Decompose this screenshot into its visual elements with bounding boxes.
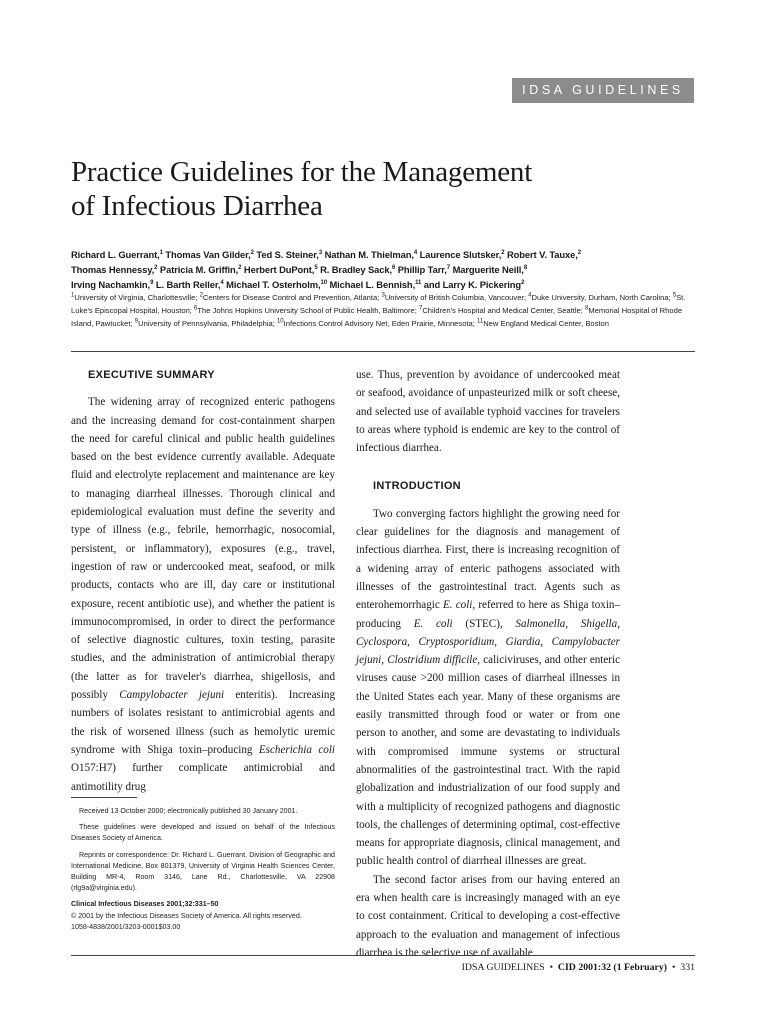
author-affiliation-marker: 4 — [413, 249, 418, 256]
left-column — [71, 366, 335, 796]
affiliation-text: Duke University, Durham, North Carolina; — [531, 293, 673, 302]
author-affiliation-marker: 3 — [318, 249, 323, 256]
intro-text-a: Two converging factors highlight the growing need for clear guidelines for the diagnosis and management of infectious diarrhea. First, there is increasing recognition of a widening array of enteric pathogens associated with illnesses of the gastrointestinal tract. Agents such as enterohemorrhagic — [356, 507, 620, 612]
footer-citation: CID 2001:32 (1 February) — [557, 962, 668, 973]
author-name: and Larry K. Pickering — [423, 279, 522, 291]
intro-text-c: (STEC), — [452, 617, 516, 630]
pathogen-name-campylobacter: Campylobacter jejuni — [119, 689, 225, 702]
author-name: L. Barth Reller, — [155, 279, 221, 291]
header-divider — [71, 351, 695, 352]
footer-separator: • — [671, 962, 676, 973]
reprints-note: Reprints or correspondence: Dr. Richard L. Guerrant, Division of Geographic and International Medicine, Box 801379, University of Virginia Health Sciences Center, Building MR-4, Room 3146, Lane Rd., Charlottesville, VA 22908 (rlg9a@virginia.edu). — [71, 850, 335, 893]
affiliation-marker: 4 — [528, 292, 532, 299]
page-number: 331 — [680, 962, 695, 973]
introduction-paragraph-1 — [356, 505, 620, 871]
affiliation-marker: 6 — [194, 305, 198, 312]
footer-separator: • — [549, 962, 554, 973]
affiliation-marker: 3 — [381, 292, 385, 299]
author-name: Nathan M. Thielman, — [324, 249, 414, 260]
author-affiliation-marker: 2 — [154, 265, 158, 272]
affiliation-text: Memorial Hospital of Rhode Island, Pawtucket; — [71, 305, 683, 328]
exec-summary-heading: EXECUTIVE SUMMARY — [88, 369, 215, 381]
intro-text-d: caliciviruses, and other enteric viruses cause >200 million cases of diarrheal illnesses in the United States each year. Many of these organisms are easily transmitted through food or water or from one person to another, and some are devastating to individuals with compromised immune systems or structural abnormalities of the gastrointestinal tract. With the rapid globalization and industrialization of our food supply and with a multiplicity of recognized pathogens and diagnostic tools, the challenges of determining optimal, cost-effective means for appropriate diagnosis, clinical management, and public health control of diarrheal illnesses are great. — [356, 654, 620, 868]
affiliation-text: University of Pennsylvania, Philadelphia; — [138, 318, 277, 328]
copyright-note: © 2001 by the Infectious Diseases Society of America. All rights reserved. — [71, 911, 302, 920]
affiliation-marker: 8 — [585, 305, 589, 312]
author-name: Thomas Hennessy, — [71, 264, 155, 276]
section-banner: IDSA GUIDELINES — [512, 78, 694, 103]
author-name: Marguerite Neill, — [452, 264, 524, 276]
issuing-note: These guidelines were developed and issued on behalf of the Infectious Diseases Society of America. — [71, 823, 335, 843]
author-affiliation-marker: 2 — [501, 249, 505, 256]
author-name: Ted S. Steiner, — [256, 249, 319, 260]
author-affiliation-marker: 8 — [523, 265, 528, 272]
author-affiliation-marker: 1 — [159, 249, 163, 256]
author-affiliation-marker: 2 — [238, 265, 242, 272]
author-affiliation-marker: 11 — [415, 280, 422, 287]
footnote-divider — [71, 797, 137, 798]
pathogen-list: Salmonella, Shigella, Cyclospora, Cryptosporidium, Giardia, Campylobacter jejuni, Clostridium difficile, — [356, 617, 620, 667]
author-name: Patricia M. Griffin, — [159, 264, 239, 276]
affiliation-text: The Johns Hopkins University School of Public Health, Baltimore; — [197, 305, 419, 315]
affiliation-text: University of Virginia, Charlottesville; — [74, 293, 200, 302]
introduction-heading: INTRODUCTION — [373, 480, 461, 493]
author-name: Michael T. Osterholm, — [226, 279, 321, 291]
article-title — [71, 155, 691, 223]
pathogen-name-ecoli: Escherichia coli — [258, 743, 335, 756]
affiliation-marker: 9 — [134, 318, 139, 325]
affiliation-marker: 10 — [276, 318, 284, 325]
pathogen-name-ehec: E. coli, — [442, 599, 476, 612]
author-affiliation-marker: 2 — [577, 249, 582, 256]
author-name: Thomas Van Gilder, — [165, 249, 251, 260]
affiliation-text: University of British Columbia, Vancouver; — [384, 293, 529, 302]
author-name: Herbert DuPont, — [243, 264, 315, 276]
author-list — [71, 247, 701, 293]
exec-summary-text-c-start: O157:H7) further complicate antimicrobial and antimotility drug — [71, 762, 335, 793]
author-name: Richard L. Guerrant, — [71, 249, 160, 260]
author-affiliation-marker: 4 — [220, 280, 224, 287]
author-name: R. Bradley Sack, — [320, 264, 392, 276]
exec-summary-text-part1 — [71, 393, 335, 796]
author-affiliation-marker: 7 — [446, 265, 451, 272]
author-affiliation-marker: 2 — [250, 249, 254, 256]
right-column — [356, 366, 620, 962]
author-affiliation-marker: 9 — [150, 280, 154, 287]
author-name: Robert V. Tauxe, — [506, 249, 578, 260]
footnotes — [71, 806, 335, 933]
affiliation-marker: 1 — [71, 292, 75, 299]
author-affiliation-marker: 6 — [391, 265, 396, 272]
pathogen-name-ecoli-2: E. coli — [413, 617, 453, 630]
author-name: Phillip Tarr, — [397, 264, 447, 276]
author-affiliation-marker: 10 — [320, 280, 327, 287]
affiliation-text: Centers for Disease Control and Prevention, Atlanta; — [202, 293, 382, 302]
author-name: Michael L. Bennish, — [329, 279, 416, 291]
author-affiliation-marker: 5 — [314, 265, 318, 272]
affiliation-marker: 11 — [476, 318, 484, 325]
intro-text-b: referred to here as Shiga toxin–producing — [356, 599, 620, 630]
affiliation-text: Children's Hospital and Medical Center, Seattle; — [422, 305, 586, 315]
affiliation-text: St. Luke's Episcopal Hospital, Houston; — [71, 293, 686, 315]
author-name: Irving Nachamkin, — [71, 279, 151, 291]
affiliation-marker: 7 — [418, 305, 423, 312]
affiliation-marker: 2 — [199, 292, 203, 299]
introduction-paragraph-2: The second factor arises from our having entered an era when health care is increasingly managed with an eye to cost containment. Critical to developing a cost-effective approach to the evaluation and management of infectious diarrhea is the selective use of available — [356, 873, 620, 959]
affiliation-text: Infections Control Advisory Net, Eden Prairie, Minnesota; — [283, 318, 477, 328]
author-affiliation-marker: 2 — [521, 280, 525, 287]
affiliation-text: New England Medical Center, Boston — [483, 318, 609, 328]
footer-divider — [71, 955, 695, 956]
exec-summary-text-a: The widening array of recognized enteric pathogens and the increasing demand for cost-containment sharpen the need for careful clinical and public health guidelines based on the best evidence currently available. Adequate fluid and electrolyte replacement and maintenance are key to managing diarrheal illnesses. Thorough clinical and epidemiological evaluation must define the severity and type of illness (e.g., febrile, hemorrhagic, nosocomial, persistent, or inflammatory), exposures (e.g., travel, ingestion of raw or undercooked meat, seafood, or milk products, contacts who are ill, day care or institutional exposure, recent antibiotic use), and whether the patient is immunocompromised, in order to direct the performance of selective diagnostic cultures, toxin testing, parasite studies, and the administration of antimicrobial therapy (the latter as for traveler's diarrhea, shigellosis, and possibly — [71, 396, 335, 702]
exec-summary-text-continued: use. Thus, prevention by avoidance of undercooked meat or seafood, avoidance of unpasteurized milk or soft cheese, and selected use of available typhoid vaccines for travelers to areas where typhoid is endemic are key to the control of infectious diarrhea. — [356, 369, 620, 455]
title-line-1: Practice Guidelines for the Management — [71, 156, 533, 188]
page-footer — [462, 962, 695, 973]
journal-citation: Clinical Infectious Diseases 2001;32:331–50 — [71, 900, 219, 909]
exec-summary-text-b: enteritis). Increasing numbers of isolates resistant to antimicrobial agents and the risk of worsened illness (such as hemolytic uremic syndrome with Shiga toxin–producing — [71, 689, 336, 756]
affiliation-list — [71, 292, 701, 331]
issn-note: 1058-4838/2001/3203-0001$03.00 — [71, 922, 181, 931]
received-note: Received 13 October 2000; electronically published 30 January 2001. — [79, 807, 298, 815]
title-line-2: of Infectious Diarrhea — [71, 190, 323, 222]
footer-section: IDSA GUIDELINES — [461, 962, 545, 973]
affiliation-marker: 5 — [672, 292, 677, 299]
author-name: Laurence Slutsker, — [419, 249, 502, 260]
